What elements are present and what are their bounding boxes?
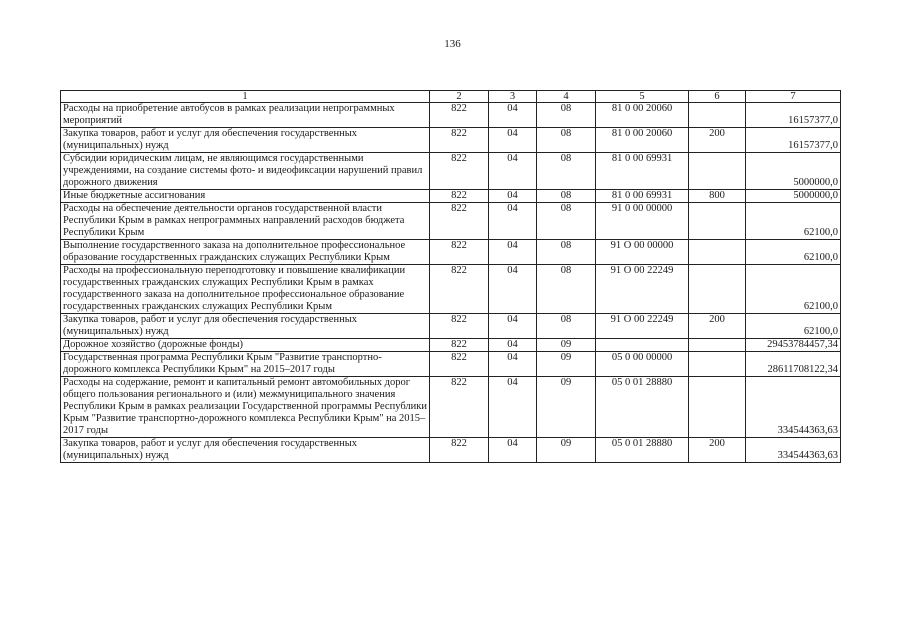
- table-row: [61, 438, 841, 463]
- header-cell: 5: [596, 91, 689, 103]
- table-row: [61, 190, 841, 203]
- section-code-cell: 04: [489, 352, 537, 377]
- ministry-code-cell: 822: [430, 203, 489, 240]
- subsection-code-cell: 08: [537, 314, 596, 339]
- target-article-cell: 91 О 00 22249: [596, 314, 689, 339]
- section-code-cell: 04: [489, 438, 537, 463]
- target-article-cell: 05 0 01 28880: [596, 377, 689, 438]
- amount-cell: 5000000,0: [746, 190, 841, 203]
- table-row: [61, 153, 841, 190]
- target-article-cell: 05 0 00 00000: [596, 352, 689, 377]
- section-code-cell: 04: [489, 265, 537, 314]
- ministry-code-cell: 822: [430, 190, 489, 203]
- amount-cell: 62100,0: [746, 240, 841, 265]
- ministry-code-cell: 822: [430, 240, 489, 265]
- expense-name-cell: Расходы на приобретение автобусов в рамках реализации непрограммных мероприятий: [61, 103, 430, 128]
- expense-type-cell: [689, 153, 746, 190]
- page-number: 136: [444, 38, 461, 50]
- target-article-cell: 91 О 00 22249: [596, 265, 689, 314]
- expense-type-cell: [689, 352, 746, 377]
- amount-cell: 62100,0: [746, 265, 841, 314]
- subsection-code-cell: 09: [537, 438, 596, 463]
- header-cell: 6: [689, 91, 746, 103]
- expense-name-cell: Выполнение государственного заказа на дополнительное профессиональное образование государственных гражданских служащих Республики Крым: [61, 240, 430, 265]
- section-code-cell: 04: [489, 339, 537, 352]
- subsection-code-cell: 08: [537, 190, 596, 203]
- target-article-cell: 81 0 00 20060: [596, 128, 689, 153]
- target-article-cell: 91 0 00 00000: [596, 203, 689, 240]
- amount-cell: 334544363,63: [746, 438, 841, 463]
- expense-name-cell: Закупка товаров, работ и услуг для обеспечения государственных (муниципальных) нужд: [61, 128, 430, 153]
- header-cell: 3: [489, 91, 537, 103]
- section-code-cell: 04: [489, 103, 537, 128]
- expense-name-cell: Расходы на профессиональную переподготовку и повышение квалификации государственных гражданских служащих Республики Крым в рамках государственного заказа на дополнительное профессиональное образование государственных гражданских служащих Республики Крым: [61, 265, 430, 314]
- table-header-row: [61, 91, 841, 103]
- expense-type-cell: [689, 103, 746, 128]
- expense-name-cell: Дорожное хозяйство (дорожные фонды): [61, 339, 430, 352]
- subsection-code-cell: 08: [537, 203, 596, 240]
- amount-cell: 5000000,0: [746, 153, 841, 190]
- section-code-cell: 04: [489, 153, 537, 190]
- ministry-code-cell: 822: [430, 265, 489, 314]
- table-row: [61, 265, 841, 314]
- amount-cell: 29453784457,34: [746, 339, 841, 352]
- section-code-cell: 04: [489, 314, 537, 339]
- target-article-cell: 81 0 00 20060: [596, 103, 689, 128]
- header-cell: 2: [430, 91, 489, 103]
- ministry-code-cell: 822: [430, 377, 489, 438]
- expense-type-cell: 200: [689, 314, 746, 339]
- table-row: [61, 103, 841, 128]
- budget-table: [60, 90, 841, 463]
- header-cell: 1: [61, 91, 430, 103]
- expense-name-cell: Государственная программа Республики Крым "Развитие транспортно-дорожного комплекса Республики Крым" на 2015–2017 годы: [61, 352, 430, 377]
- header-cell: 4: [537, 91, 596, 103]
- expense-type-cell: [689, 339, 746, 352]
- section-code-cell: 04: [489, 190, 537, 203]
- expense-type-cell: [689, 240, 746, 265]
- expense-type-cell: [689, 265, 746, 314]
- amount-cell: 334544363,63: [746, 377, 841, 438]
- expense-type-cell: 200: [689, 438, 746, 463]
- expense-type-cell: 200: [689, 128, 746, 153]
- table-row: [61, 128, 841, 153]
- expense-name-cell: Иные бюджетные ассигнования: [61, 190, 430, 203]
- expense-type-cell: [689, 377, 746, 438]
- subsection-code-cell: 09: [537, 352, 596, 377]
- table-row: [61, 203, 841, 240]
- expense-name-cell: Закупка товаров, работ и услуг для обеспечения государственных (муниципальных) нужд: [61, 438, 430, 463]
- target-article-cell: 05 0 01 28880: [596, 438, 689, 463]
- ministry-code-cell: 822: [430, 339, 489, 352]
- table-row: [61, 352, 841, 377]
- section-code-cell: 04: [489, 203, 537, 240]
- amount-cell: 16157377,0: [746, 128, 841, 153]
- amount-cell: 16157377,0: [746, 103, 841, 128]
- section-code-cell: 04: [489, 377, 537, 438]
- subsection-code-cell: 09: [537, 377, 596, 438]
- section-code-cell: 04: [489, 128, 537, 153]
- section-code-cell: 04: [489, 240, 537, 265]
- table-row: [61, 314, 841, 339]
- subsection-code-cell: 08: [537, 103, 596, 128]
- ministry-code-cell: 822: [430, 438, 489, 463]
- expense-type-cell: 800: [689, 190, 746, 203]
- ministry-code-cell: 822: [430, 128, 489, 153]
- ministry-code-cell: 822: [430, 352, 489, 377]
- table-row: [61, 339, 841, 352]
- amount-cell: 62100,0: [746, 314, 841, 339]
- ministry-code-cell: 822: [430, 153, 489, 190]
- header-cell: 7: [746, 91, 841, 103]
- subsection-code-cell: 08: [537, 153, 596, 190]
- expense-name-cell: Расходы на содержание, ремонт и капитальный ремонт автомобильных дорог общего пользования регионального и (или) межмуниципального значения Республики Крым в рамках реализации Государственной программы Республики Крым "Развитие транспортно-дорожного комплекса Республики Крым" на 2015–2017 годы: [61, 377, 430, 438]
- ministry-code-cell: 822: [430, 314, 489, 339]
- target-article-cell: 91 О 00 00000: [596, 240, 689, 265]
- table-row: [61, 240, 841, 265]
- subsection-code-cell: 09: [537, 339, 596, 352]
- expense-type-cell: [689, 203, 746, 240]
- table-row: [61, 377, 841, 438]
- expense-name-cell: Закупка товаров, работ и услуг для обеспечения государственных (муниципальных) нужд: [61, 314, 430, 339]
- subsection-code-cell: 08: [537, 240, 596, 265]
- amount-cell: 28611708122,34: [746, 352, 841, 377]
- ministry-code-cell: 822: [430, 103, 489, 128]
- subsection-code-cell: 08: [537, 128, 596, 153]
- amount-cell: 62100,0: [746, 203, 841, 240]
- subsection-code-cell: 08: [537, 265, 596, 314]
- target-article-cell: 81 0 00 69931: [596, 190, 689, 203]
- target-article-cell: 81 0 00 69931: [596, 153, 689, 190]
- expense-name-cell: Субсидии юридическим лицам, не являющимся государственными учреждениями, на создание системы фото- и видеофиксации нарушений правил дорожного движения: [61, 153, 430, 190]
- target-article-cell: [596, 339, 689, 352]
- expense-name-cell: Расходы на обеспечение деятельности органов государственной власти Республики Крым в рамках непрограммных направлений расходов бюджета Республики Крым: [61, 203, 430, 240]
